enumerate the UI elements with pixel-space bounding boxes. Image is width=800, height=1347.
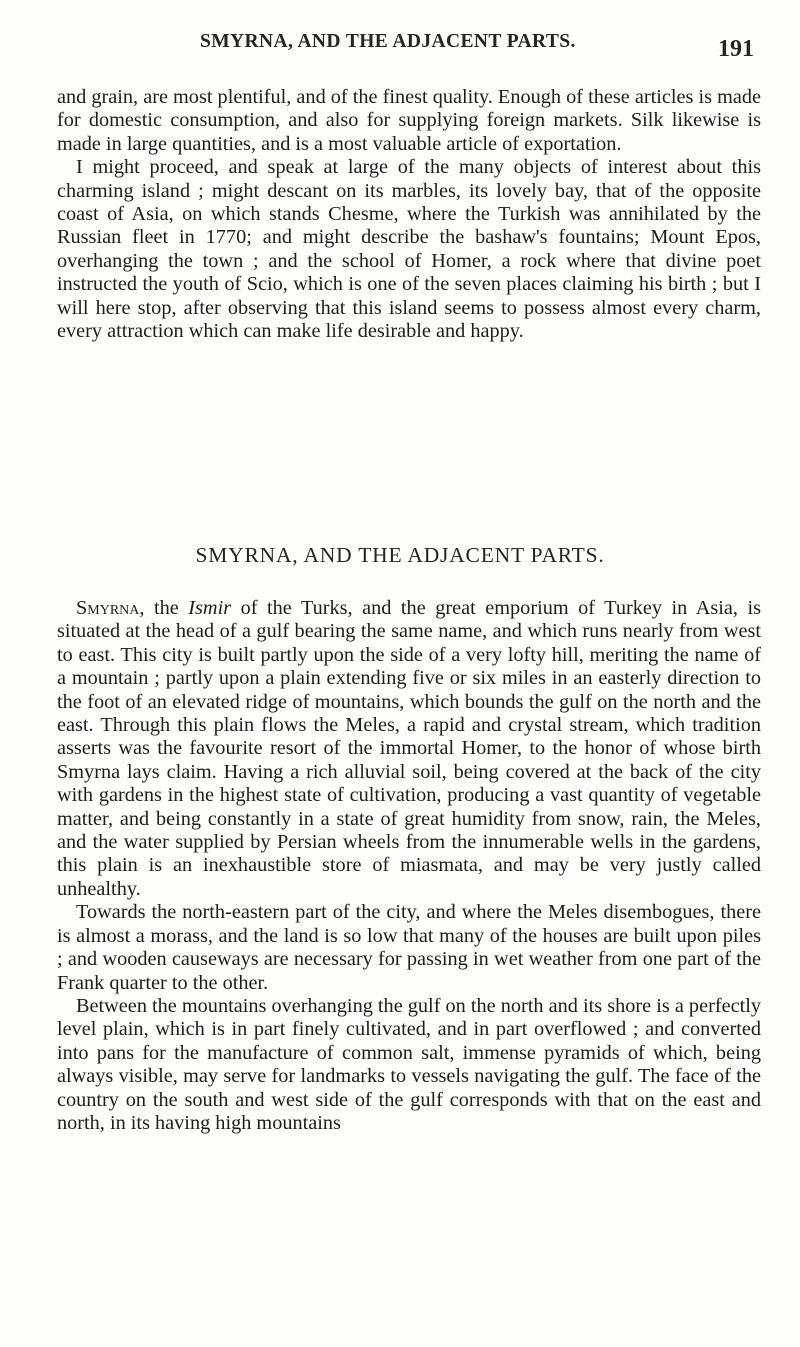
running-title: SMYRNA, AND THE ADJACENT PARTS. [200, 31, 576, 52]
paragraph-morass: Towards the north-eastern part of the city, and where the Meles disembogues, there is almost a morass, and the land is so low that many of the houses are built upon piles ; and wooden causeways are necessary for passing in wet weather from one part of the Frank quarter to the other. [57, 901, 761, 994]
paragraph-continued: and grain, are most plentiful, and of the finest quality. Enough of these articles is made for domestic consumption, and also for supplying foreign markets. Silk likewise is made in large quantities, and is a most valuable article of exportation. [57, 86, 761, 155]
text-run: of the Turks, and the great emporium of Turkey in Asia, is situated at the head of a gulf bearing the same name, and which runs nearly from west to east. This city is built partly upon the side of a very lofty hill, meriting the name of a mountain ; partly upon a plain extending five or six miles in an easterly direction to the foot of an elevated ridge of mountains, which bounds the gulf on the north and the east. Through this plain flows the Meles, a rapid and crystal stream, which tradition asserts was the favourite resort of the immortal Homer, to the honor of whose birth Smyrna lays claim. Having a rich alluvial soil, being covered at the back of the city with gardens in the highest state of cultivation, producing a vast quantity of vegetable matter, and being constantly in a state of great humidity from snow, rain, the Meles, and the water supplied by Persian wheels from the innumerable wells in the gardens, this plain is an inexhaustible store of miasmata, and may be very justly called unhealthy. [57, 597, 761, 900]
paragraph-salt-plain: Between the mountains overhanging the gulf on the north and its shore is a perfectly level plain, which is in part finely cultivated, and in part overflowed ; and converted into pans for the manufacture of common salt, immense pyramids of which, being always visible, may serve for landmarks to vessels navigating the gulf. The face of the country on the south and west side of the gulf corresponds with that on the east and north, in its having high mountains [57, 994, 761, 1134]
paragraph-smyrna-intro [57, 597, 761, 901]
page-number: 191 [718, 36, 754, 62]
paragraph-scio: I might proceed, and speak at large of the many objects of interest about this charming island ; might descant on its marbles, its lovely bay, that of the opposite coast of Asia, on which stands Chesme, where the Turkish was annihilated by the Russian fleet in 1770; and might describe the bashaw's fountains; Mount Epos, overhanging the town ; and the school of Homer, a rock where that divine poet instructed the youth of Scio, which is one of the seven places claiming his birth ; but I will here stop, after observing that this island seems to possess almost every charm, every attraction which can make life desirable and happy. [57, 156, 761, 343]
section-two-text [57, 597, 761, 1135]
section-one-text [57, 86, 761, 343]
italic-term: Ismir [188, 597, 232, 619]
lead-word: Smyrna [76, 597, 140, 619]
text-run: , the [139, 597, 189, 619]
section-heading: SMYRNA, AND THE ADJACENT PARTS. [195, 543, 605, 567]
